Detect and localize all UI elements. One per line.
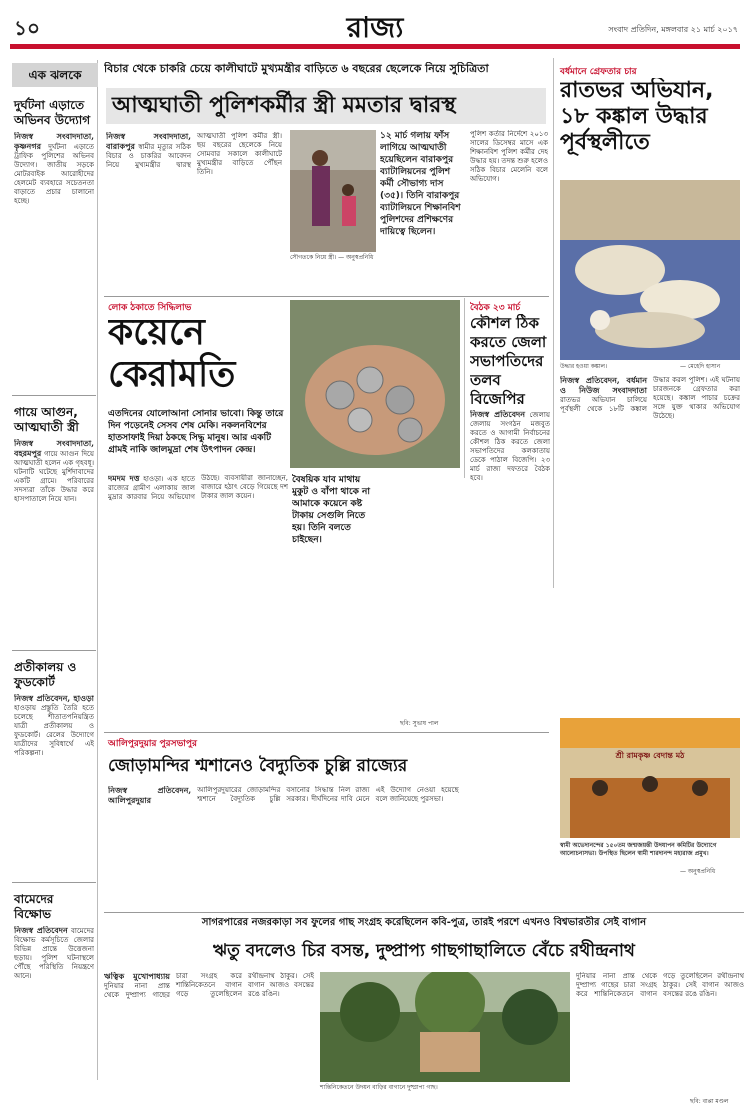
skeleton-photo-credit: — মেহেদি হাসান [680,363,721,370]
page-number: ১০ [14,16,40,40]
sidebar-item-byline: নিজস্ব প্রতিবেদন, হাওড়া [14,694,94,703]
skeleton-headline: রাতভর অভিযান, ১৮ কঙ্কাল উদ্ধার পূর্বস্থলীতে [560,78,714,155]
lead-photo [290,130,376,252]
coin-headline: কয়েনে কেরামতি [108,312,236,395]
event-banner: শ্রী রামকৃষ্ণ বেদান্ত মঠ [615,751,685,760]
sidebar-item-body: দুর্ঘটনা এড়াতে ট্রাফিক পুলিশের অভিনব উদ্যোগ। জাতীয় সড়কে মোটরবাইক আরোহীদের হেলমেট ব্যবহারে সচেতনতা বাড়াতে প্রচার চালানো হচ্ছে। [14,143,94,205]
garden-headline: ঋতু বদলেও চির বসন্ত, দুষ্প্রাপ্য গাছগাছালিতে বেঁচে রথীন্দ্রনাথ [213,941,635,961]
crematorium-headline: জোড়ামন্দির শ্মশানেও বৈদ্যুতিক চুল্লি রাজ্যের [108,756,408,776]
lead-body [106,132,282,292]
sidebar-item [14,98,94,388]
divider [12,395,96,396]
skeleton-body [560,376,740,586]
lead-overline: বিচার থেকে চাকরি চেয়ে কালীঘাটে মুখ্যমন্ত্রীর বাড়িতে ৬ বছরের ছেলেকে নিয়ে সুচিত্রিতা [104,62,489,75]
event-caption: স্বামী অভেদানন্দের ১৫০তম জন্মজয়ন্তী উদযাপন কমিটির উদ্যোগে আলোচনাসভা। উপস্থিত ছিলেন স্বামী শারদানন্দ মহারাজ প্রমুখ। [560,842,717,857]
sidebar-item-headline: দুর্ঘটনা এড়াতে অভিনব উদ্যোগ [14,98,91,127]
bjp-headline: কৌশল ঠিক করতে জেলা সভাপতিদের তলব বিজেপির [470,314,547,404]
garden-overline: সাগরপারের নজরকাড়া সব ফুলের গাছ সংগ্রহ করেছিলেন কবি-পুত্র, তারই পরশে এখনও বিশ্বভারতীর সেই বাগান [201,917,647,928]
coin-standfirst: এতদিনের যোলোআনা সোনার ভাবো। কিন্তু তারে দিন পড়েনেই সেসব শেষ মেকি। নকলনবিশের হাতসাফাই দিয়া ঠকছে সিদ্ধু মানুষ। আর একটি গ্রামই নাকি জালমুদ্রা শেষ উৎপাদন কেন্দ্র। [108,409,284,455]
sidebar-item [14,892,94,1072]
garden-body [104,972,314,1100]
masthead-rule [10,44,740,49]
event-photo [560,718,740,838]
crematorium-overline: আলিপুরদুয়ার পুরসভাপুর [108,739,197,749]
coin-photo-image [290,300,460,468]
garden-photo-image [320,972,570,1082]
event-photo-image [560,718,740,838]
sidebar-item-headline: গায়ে আগুন, আত্মঘাতী স্ত্রী [14,405,79,434]
dateline: সংবাদ প্রতিদিন, মঙ্গলবার ২১ মার্চ ২০১৭ [608,25,738,34]
skeleton-byline: নিজস্ব প্রতিবেদন, বর্ধমান ও নিউজ সংবাদদাতা [560,376,647,395]
skeleton-body-text: রাতভর অভিযান চালিয়ে পূর্বস্থলী থেকে ১৮টি কঙ্কাল উদ্ধার করল পুলিশ। এই ঘটনায় চারজনকে গ্রেফতার করা হয়েছে। কঙ্কাল পাচার চক্রের সঙ্গে যুক্ত থাকার অভিযোগ উঠেছে। [560,376,740,420]
bjp-body-text: জেলায় জেলায় সংগঠন মজবুত করতে ও আগামী নির্বাচনের কৌশল ঠিক করতে জেলা সভাপতিদের কলকাতায় ডেকে পাঠাল বিজেপি। ২৩ মার্চ রাজ্য দফতরে বৈঠক হবে। [470,411,550,482]
bjp-overline: বৈঠক ২৩ মার্চ [470,303,521,313]
sidebar-item-body: হাওড়ায় প্রস্তুতি তৈরি হতে চলেছে শীতাতপনিয়ন্ত্রিত যাত্রী প্রতীকালয় ও ফুডকোর্ট। রেলের উদ্যোগে যাত্রীদের সুবিধার্থে এই পরিকল্পনা। [14,704,94,757]
skeleton-photo [560,180,740,360]
coin-body-text: হাওড়া। এক হাতে রাজ্যের গ্রামীণ এলাকায় জাল মুদ্রার কারবার নিয়ে অভিযোগ উঠছে। ব্যবসায়ীরা জানাচ্ছেন, বাজারে হঠাৎ বেড়ে গিয়েছে দশ টাকার জাল কয়েন। [108,474,288,501]
sidebar-item [14,405,94,645]
coin-overline: লোক ঠকাতে সিদ্ধিলাভ [108,303,192,313]
sidebar-label: এক ঝলকে [12,63,98,87]
divider [12,882,96,883]
divider [104,732,549,733]
masthead [0,0,750,46]
column-divider [553,58,554,588]
event-credit: — অনুস্বপ্রনিধি [680,868,716,875]
sidebar-item [14,660,94,875]
garden-body-continued [576,972,744,1092]
sidebar-item-byline: নিজস্ব সংবাদদাতা, কৃষ্ণনগর [14,132,94,151]
section-title: রাজ্য [346,11,404,44]
coin-pullquote: বৈষয়িক যাব মাথায় মুকুট ও বাঁপা থাকে না আমাকে কয়েনে কষ্ট টাকায় সেগুলি নিতে হয়। তিনি বলতে চাইছেন। [292,475,371,545]
garden-photo-caption: শান্তিনিকেতনে উদয়ন বাড়ির বাগানে দুষ্প্রাপ্য গাছ। [320,1084,438,1091]
lead-body2-text: পুলিশ কর্তার নির্দেশে ২০১৩ সালের ডিসেম্বর মাসে এক শিক্ষানবিশ পুলিশ কর্মীর দেহ উদ্ধার হয়। তদন্ত শুরু হলেও সঠিক বিচার মেলেনি বলে অভিযোগ। [470,130,548,183]
divider [12,650,96,651]
sidebar-item-headline: প্রতীকালয় ও ফুডকোর্ট [14,660,77,689]
garden-body-text-2: দুনিয়ার নানা প্রান্ত থেকে দুষ্প্রাপ্য গাছের চারা সংগ্রহ করে শান্তিনিকেতনে বাগান গড়ে তুলেছিলেন রথীন্দ্রনাথ ঠাকুর। সেই বাগান আজও বসন্তের রঙে রঙিন। [576,972,744,998]
coin-body [108,474,288,724]
bjp-body [470,410,550,720]
lead-body-continued [470,130,548,292]
divider [104,296,549,297]
coin-photo [290,300,460,468]
garden-photo-credit: ছবি: বাপ্পা মণ্ডল [690,1098,729,1105]
sidebar-item-headline: বামেদের বিক্ষোভ [14,892,54,921]
sidebar-item-byline: নিজস্ব সংবাদদাতা, বহরমপুর [14,439,94,458]
garden-byline: ঋত্বিক মুখোপাধ্যায় [104,972,170,981]
lead-photo-image [290,130,376,252]
crematorium-body-text: আলিপুরদুয়ারের জোড়ামন্দির শ্মশানে বৈদ্যুতিক চুল্লি বসানোর সিদ্ধান্ত নিল রাজ্য সরকার। দীর্ঘদিনের দাবি মেনে এই উদ্যোগ নেওয়া হয়েছে বলে জানিয়েছে পুরসভা। [197,786,459,803]
lead-pullquote: ১২ মার্চ গলায় ফাঁস লাগিয়ে আত্মঘাতী হয়েছিলেন বারাকপুর ব্যাটালিয়নের পুলিশ কর্মী সৌভাগ্য দাস (৩৫)। তিনি বারাকপুর ব্যাটালিয়নে শিক্ষানবিশ পুলিশদের প্রশিক্ষণের দায়িত্বে ছিলেন। [380,131,461,237]
garden-photo [320,972,570,1082]
lead-headline: আত্মঘাতী পুলিশকর্মীর স্ত্রী মমতার দ্বারস্থ [106,88,546,124]
crematorium-body [108,786,548,908]
skeleton-photo-image [560,180,740,360]
bjp-byline: নিজস্ব প্রতিবেদন [470,410,526,419]
coin-byline: দমদম দত্ত [108,474,140,483]
sidebar-item-body: গায়ে আগুন দিয়ে আত্মঘাতী হলেন এক গৃহবধূ। ঘটনাটি ঘটেছে মুর্শিদাবাদের একটি গ্রামে। পরিবারের সদস্যরা তাঁকে উদ্ধার করে হাসপাতালে নিয়ে যান। [14,450,94,503]
lead-body-text: স্বামীর মৃত্যুর সঠিক বিচার ও চাকরির আবেদন নিয়ে মুখ্যমন্ত্রীর দ্বারস্থ আত্মঘাতী পুলিশ কর্মীর স্ত্রী। ছয় বছরের ছেলেকে নিয়ে সোমবার সকালে কালীঘাটে মুখ্যমন্ত্রীর বাড়িতে পৌঁছন তিনি। [106,132,282,176]
column-divider [464,298,465,478]
sidebar-item-byline: নিজস্ব প্রতিবেদন [14,926,68,935]
lead-photo-caption: সৌগতকে নিয়ে স্ত্রী। — অনুস্বপ্রনিধি [290,254,374,261]
skeleton-photo-caption: উদ্ধার হওয়া কঙ্কাল। [560,363,608,370]
garden-body-text: দুনিয়ার নানা প্রান্ত থেকে দুষ্প্রাপ্য গাছের চারা সংগ্রহ করে শান্তিনিকেতনে বাগান গড়ে তুলেছিলেন রথীন্দ্রনাথ ঠাকুর। সেই বাগান আজও বসন্তের রঙে রঙিন। [104,972,314,999]
skeleton-overline: বর্ধমানে গ্রেফতার চার [560,67,637,77]
lead-byline: নিজস্ব সংবাদদাতা, বারাকপুর [106,132,191,151]
sidebar-item-body: বামেদের বিক্ষোভ কর্মসূচিতে জেলার বিভিন্ন প্রান্তে উত্তেজনা ছড়ায়। পুলিশ ঘটনাস্থলে পৌঁছে পরিস্থিতি নিয়ন্ত্রণে আনে। [14,927,94,980]
coin-photo-credit: ছবি: সুভাষ পাল [400,720,439,727]
crematorium-byline: নিজস্ব প্রতিবেদন, আলিপুরদুয়ার [108,786,192,805]
divider [104,912,744,913]
sidebar [12,60,98,1080]
